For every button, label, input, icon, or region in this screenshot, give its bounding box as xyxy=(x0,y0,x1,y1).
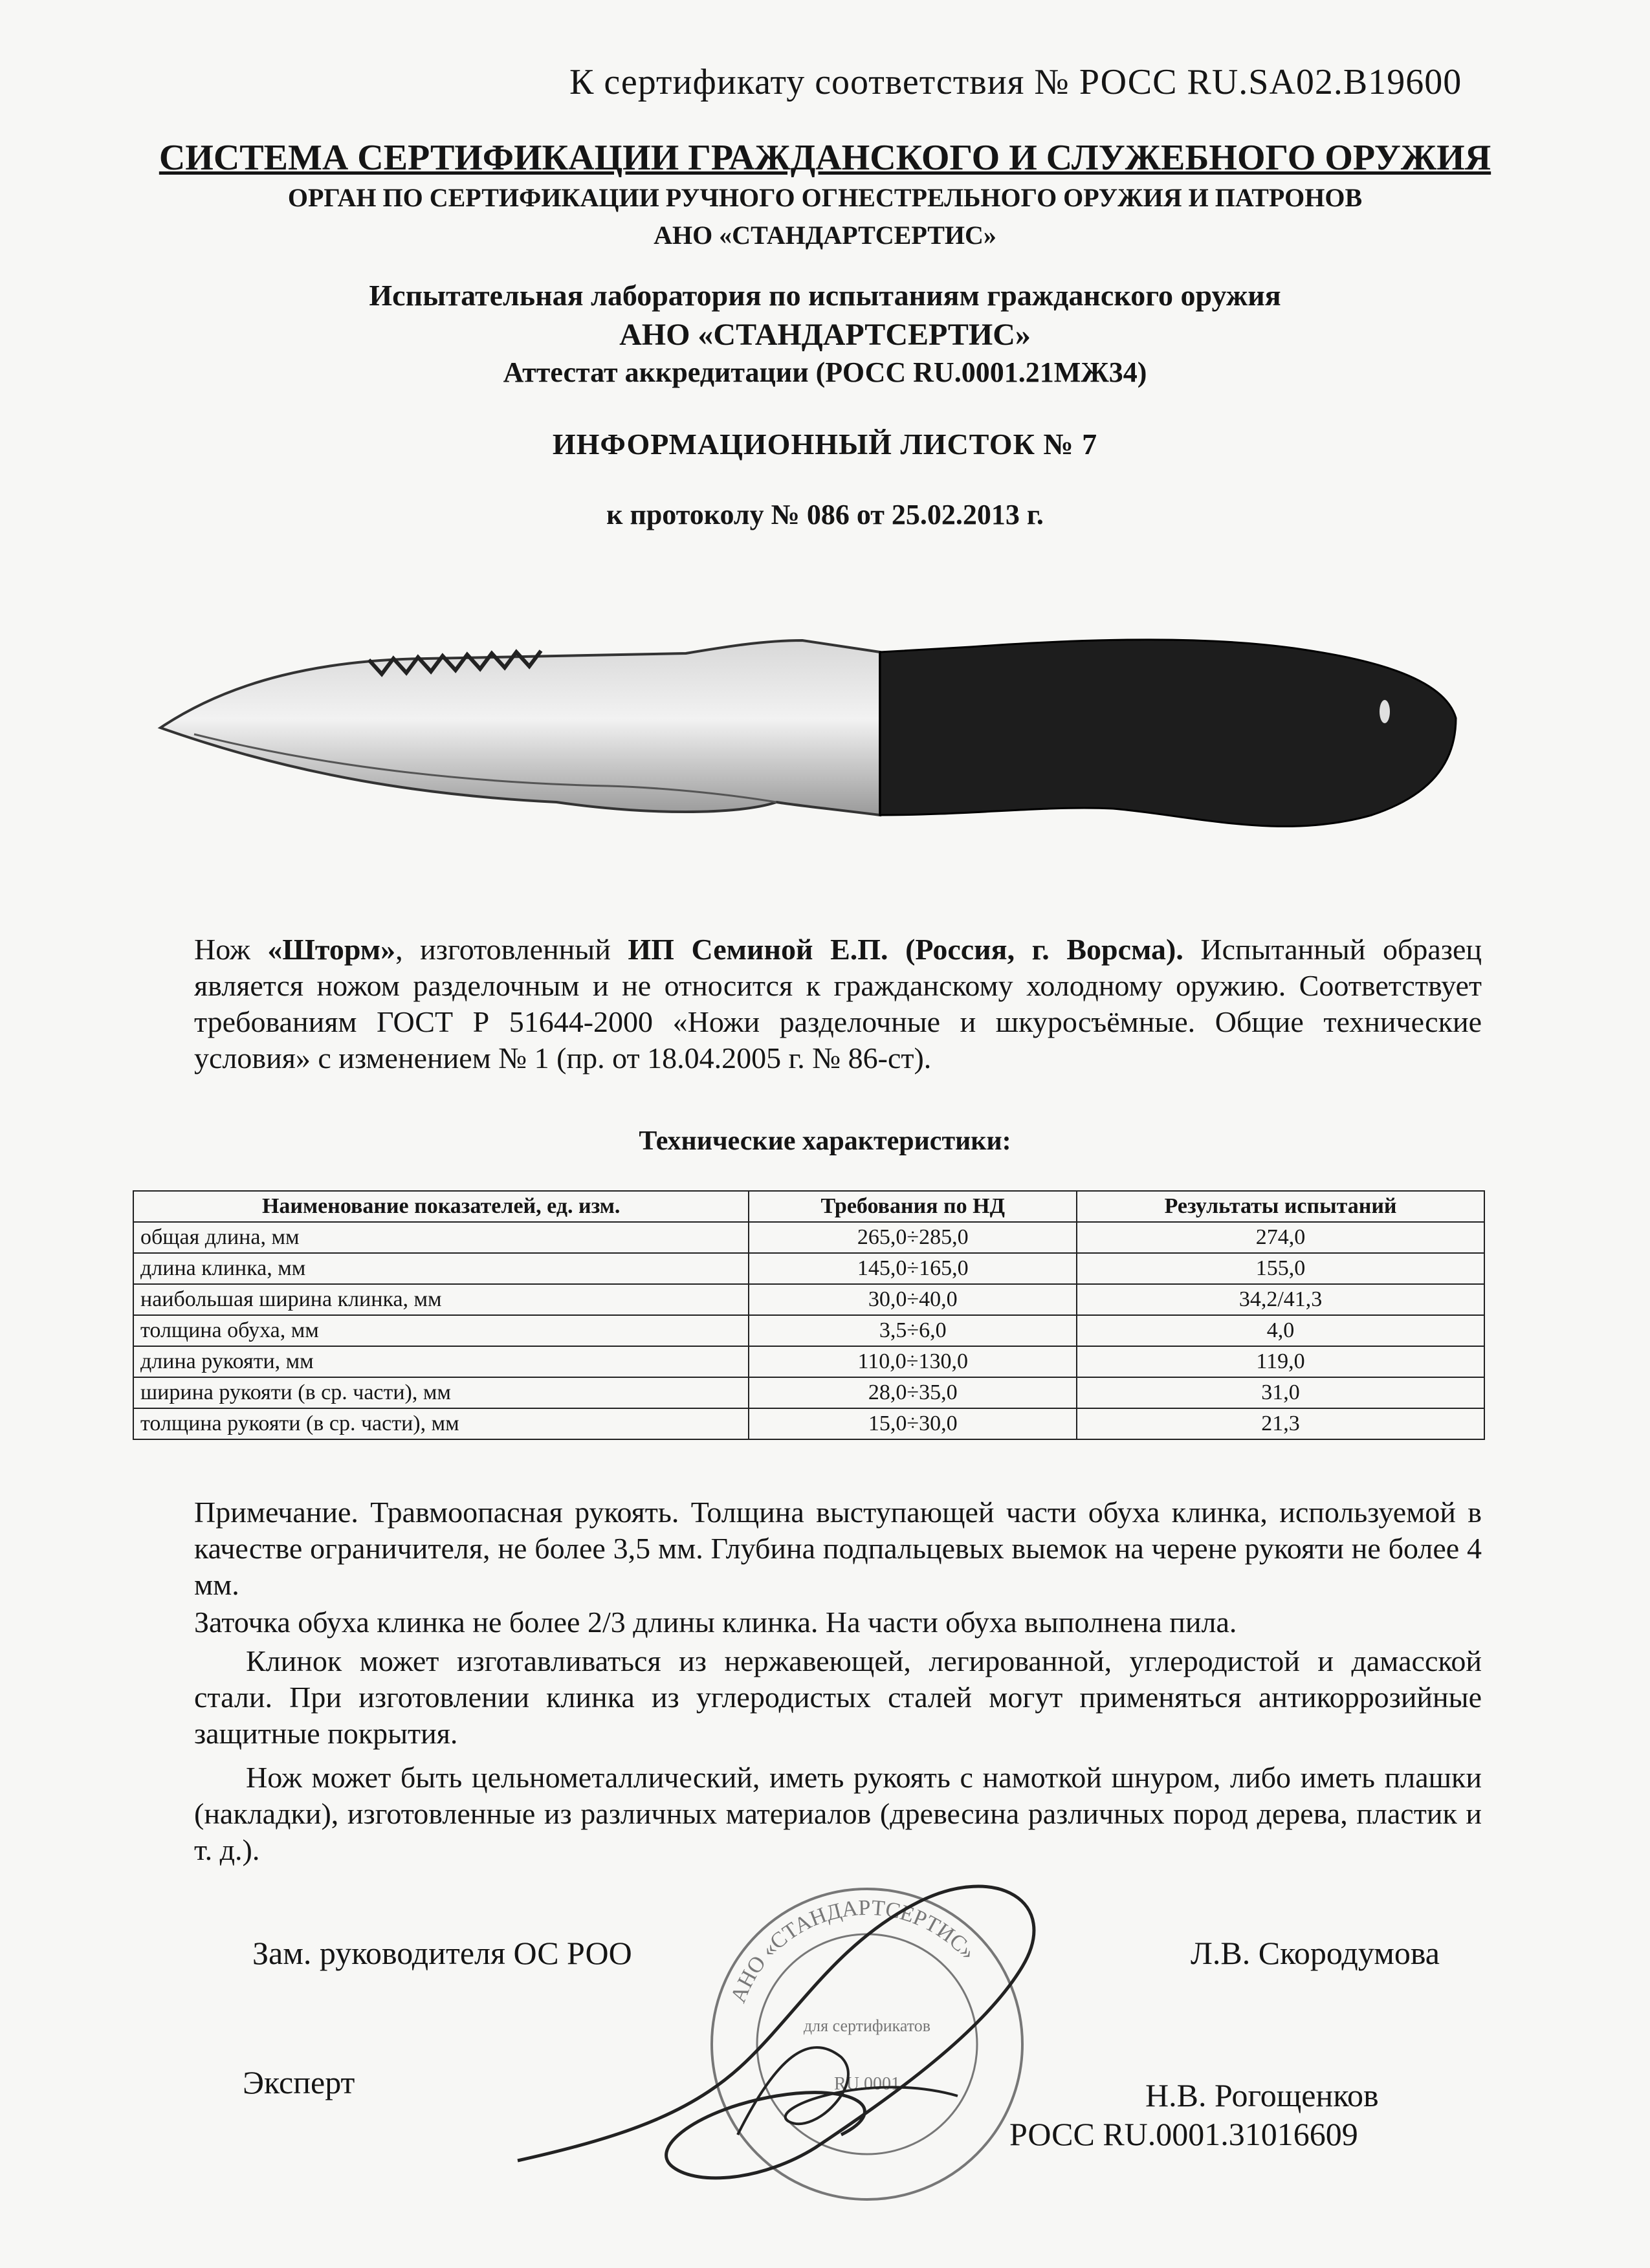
knife-description xyxy=(194,932,1482,1076)
tech-specs-table xyxy=(133,1190,1485,1440)
deputy-head-role: Зам. руководителя ОС РОО xyxy=(252,1935,632,1971)
row-parameter: длина клинка, мм xyxy=(133,1253,749,1284)
lab-organization: АНО «СТАНДАРТСЕРТИС» xyxy=(619,318,1031,352)
expert-registration: РОСС RU.0001.31016609 xyxy=(1009,2116,1358,2152)
certification-organ: ОРГАН ПО СЕРТИФИКАЦИИ РУЧНОГО ОГНЕСТРЕЛЬНОГО ОРУЖИЯ И ПАТРОНОВ xyxy=(287,183,1363,212)
tech-specs-title: Технические характеристики: xyxy=(639,1126,1011,1156)
manufacturer: ИП Семиной Е.П. (Россия, г. Ворсма). xyxy=(628,933,1183,966)
row-result: 31,0 xyxy=(1077,1377,1484,1408)
info-sheet-title: ИНФОРМАЦИОННЫЙ ЛИСТОК № 7 xyxy=(552,428,1098,461)
row-parameter: толщина обуха, мм xyxy=(133,1315,749,1346)
table-row xyxy=(133,1222,1484,1253)
row-parameter: ширина рукояти (в ср. части), мм xyxy=(133,1377,749,1408)
stamp-code: RU.0001 xyxy=(834,2074,900,2094)
row-requirement: 110,0÷130,0 xyxy=(749,1346,1077,1377)
row-result: 21,3 xyxy=(1077,1408,1484,1439)
note-paragraph-3: Клинок может изготавливаться из нержавеющей, легированной, углеродистой и дамасской стали. При изготовлении клинка из углеродистых сталей могут применяться антикоррозийные защитные покрытия. xyxy=(194,1644,1482,1750)
row-result: 4,0 xyxy=(1077,1315,1484,1346)
row-parameter: наибольшая ширина клинка, мм xyxy=(133,1284,749,1315)
row-requirement: 3,5÷6,0 xyxy=(749,1315,1077,1346)
table-header-row xyxy=(133,1191,1484,1222)
row-requirement: 30,0÷40,0 xyxy=(749,1284,1077,1315)
desc-mid: , изготовленный xyxy=(395,933,628,966)
row-result: 34,2/41,3 xyxy=(1077,1284,1484,1315)
knife-name: «Шторм» xyxy=(267,933,396,966)
certification-system-title: СИСТЕМА СЕРТИФИКАЦИИ ГРАЖДАНСКОГО И СЛУЖЕБНОГО ОРУЖИЯ xyxy=(159,138,1491,178)
table-row xyxy=(133,1408,1484,1439)
protocol-reference: к протоколу № 086 от 25.02.2013 г. xyxy=(606,499,1044,530)
deputy-head-name: Л.В. Скородумова xyxy=(1191,1935,1440,1971)
row-parameter: толщина рукояти (в ср. части), мм xyxy=(133,1408,749,1439)
desc-rest: Испытанный образец является ножом разделочным и не относится к гражданскому холодному оружию. Соответствует требованиям ГОСТ Р 51644-2000 «Ножи разделочные и шкуросъёмные. Общие технические условия» с изменением № 1 (пр. от 18.04.2005 г. № 86-ст). xyxy=(194,933,1482,1074)
organization-name: АНО «СТАНДАРТСЕРТИС» xyxy=(654,221,996,250)
table-row xyxy=(133,1253,1484,1284)
row-result: 119,0 xyxy=(1077,1346,1484,1377)
expert-name: Н.В. Рогощенков xyxy=(1145,2077,1379,2113)
row-result: 155,0 xyxy=(1077,1253,1484,1284)
header-requirement: Требования по НД xyxy=(749,1191,1077,1222)
header-result: Результаты испытаний xyxy=(1077,1191,1484,1222)
note-paragraph-1: Примечание. Травмоопасная рукоять. Толщина выступающей части обуха клинка, используемой в качестве ограничителя, не более 3,5 мм. Глубина подпальцевых выемок на черене рукояти не более 4 мм. xyxy=(194,1496,1482,1601)
note-paragraph-2: Заточка обуха клинка не более 2/3 длины клинка. На части обуха выполнена пила. xyxy=(194,1606,1237,1639)
row-requirement: 15,0÷30,0 xyxy=(749,1408,1077,1439)
row-parameter: общая длина, мм xyxy=(133,1222,749,1253)
desc-lead: Нож xyxy=(194,933,268,966)
note-paragraph-4: Нож может быть цельнометаллический, иметь рукоять с намоткой шнуром, либо иметь плашки (накладки), изготовленные из различных материалов (древесина различных пород дерева, пластик и т. д.). xyxy=(194,1761,1482,1866)
row-requirement: 28,0÷35,0 xyxy=(749,1377,1077,1408)
table-row xyxy=(133,1315,1484,1346)
certificate-reference: К сертификату соответствия № РОСС RU.SA02.B19600 xyxy=(569,62,1462,102)
header-parameter: Наименование показателей, ед. изм. xyxy=(133,1191,749,1222)
stamp-center-text: для сертификатов xyxy=(803,2016,931,2035)
row-requirement: 145,0÷165,0 xyxy=(749,1253,1077,1284)
lab-name: Испытательная лаборатория по испытаниям гражданского оружия xyxy=(369,279,1281,312)
stamp-ring-text: АНО «СТАНДАРТСЕРТИС» xyxy=(726,1895,980,2007)
row-result: 274,0 xyxy=(1077,1222,1484,1253)
accreditation-certificate: Аттестат аккредитации (РОСС RU.0001.21МЖ34) xyxy=(503,356,1147,388)
row-requirement: 265,0÷285,0 xyxy=(749,1222,1077,1253)
row-parameter: длина рукояти, мм xyxy=(133,1346,749,1377)
table-row xyxy=(133,1377,1484,1408)
table-row xyxy=(133,1284,1484,1315)
expert-role: Эксперт xyxy=(243,2064,355,2100)
handwritten-signature xyxy=(505,1863,1087,2199)
knife-photo xyxy=(155,621,1462,867)
table-row xyxy=(133,1346,1484,1377)
